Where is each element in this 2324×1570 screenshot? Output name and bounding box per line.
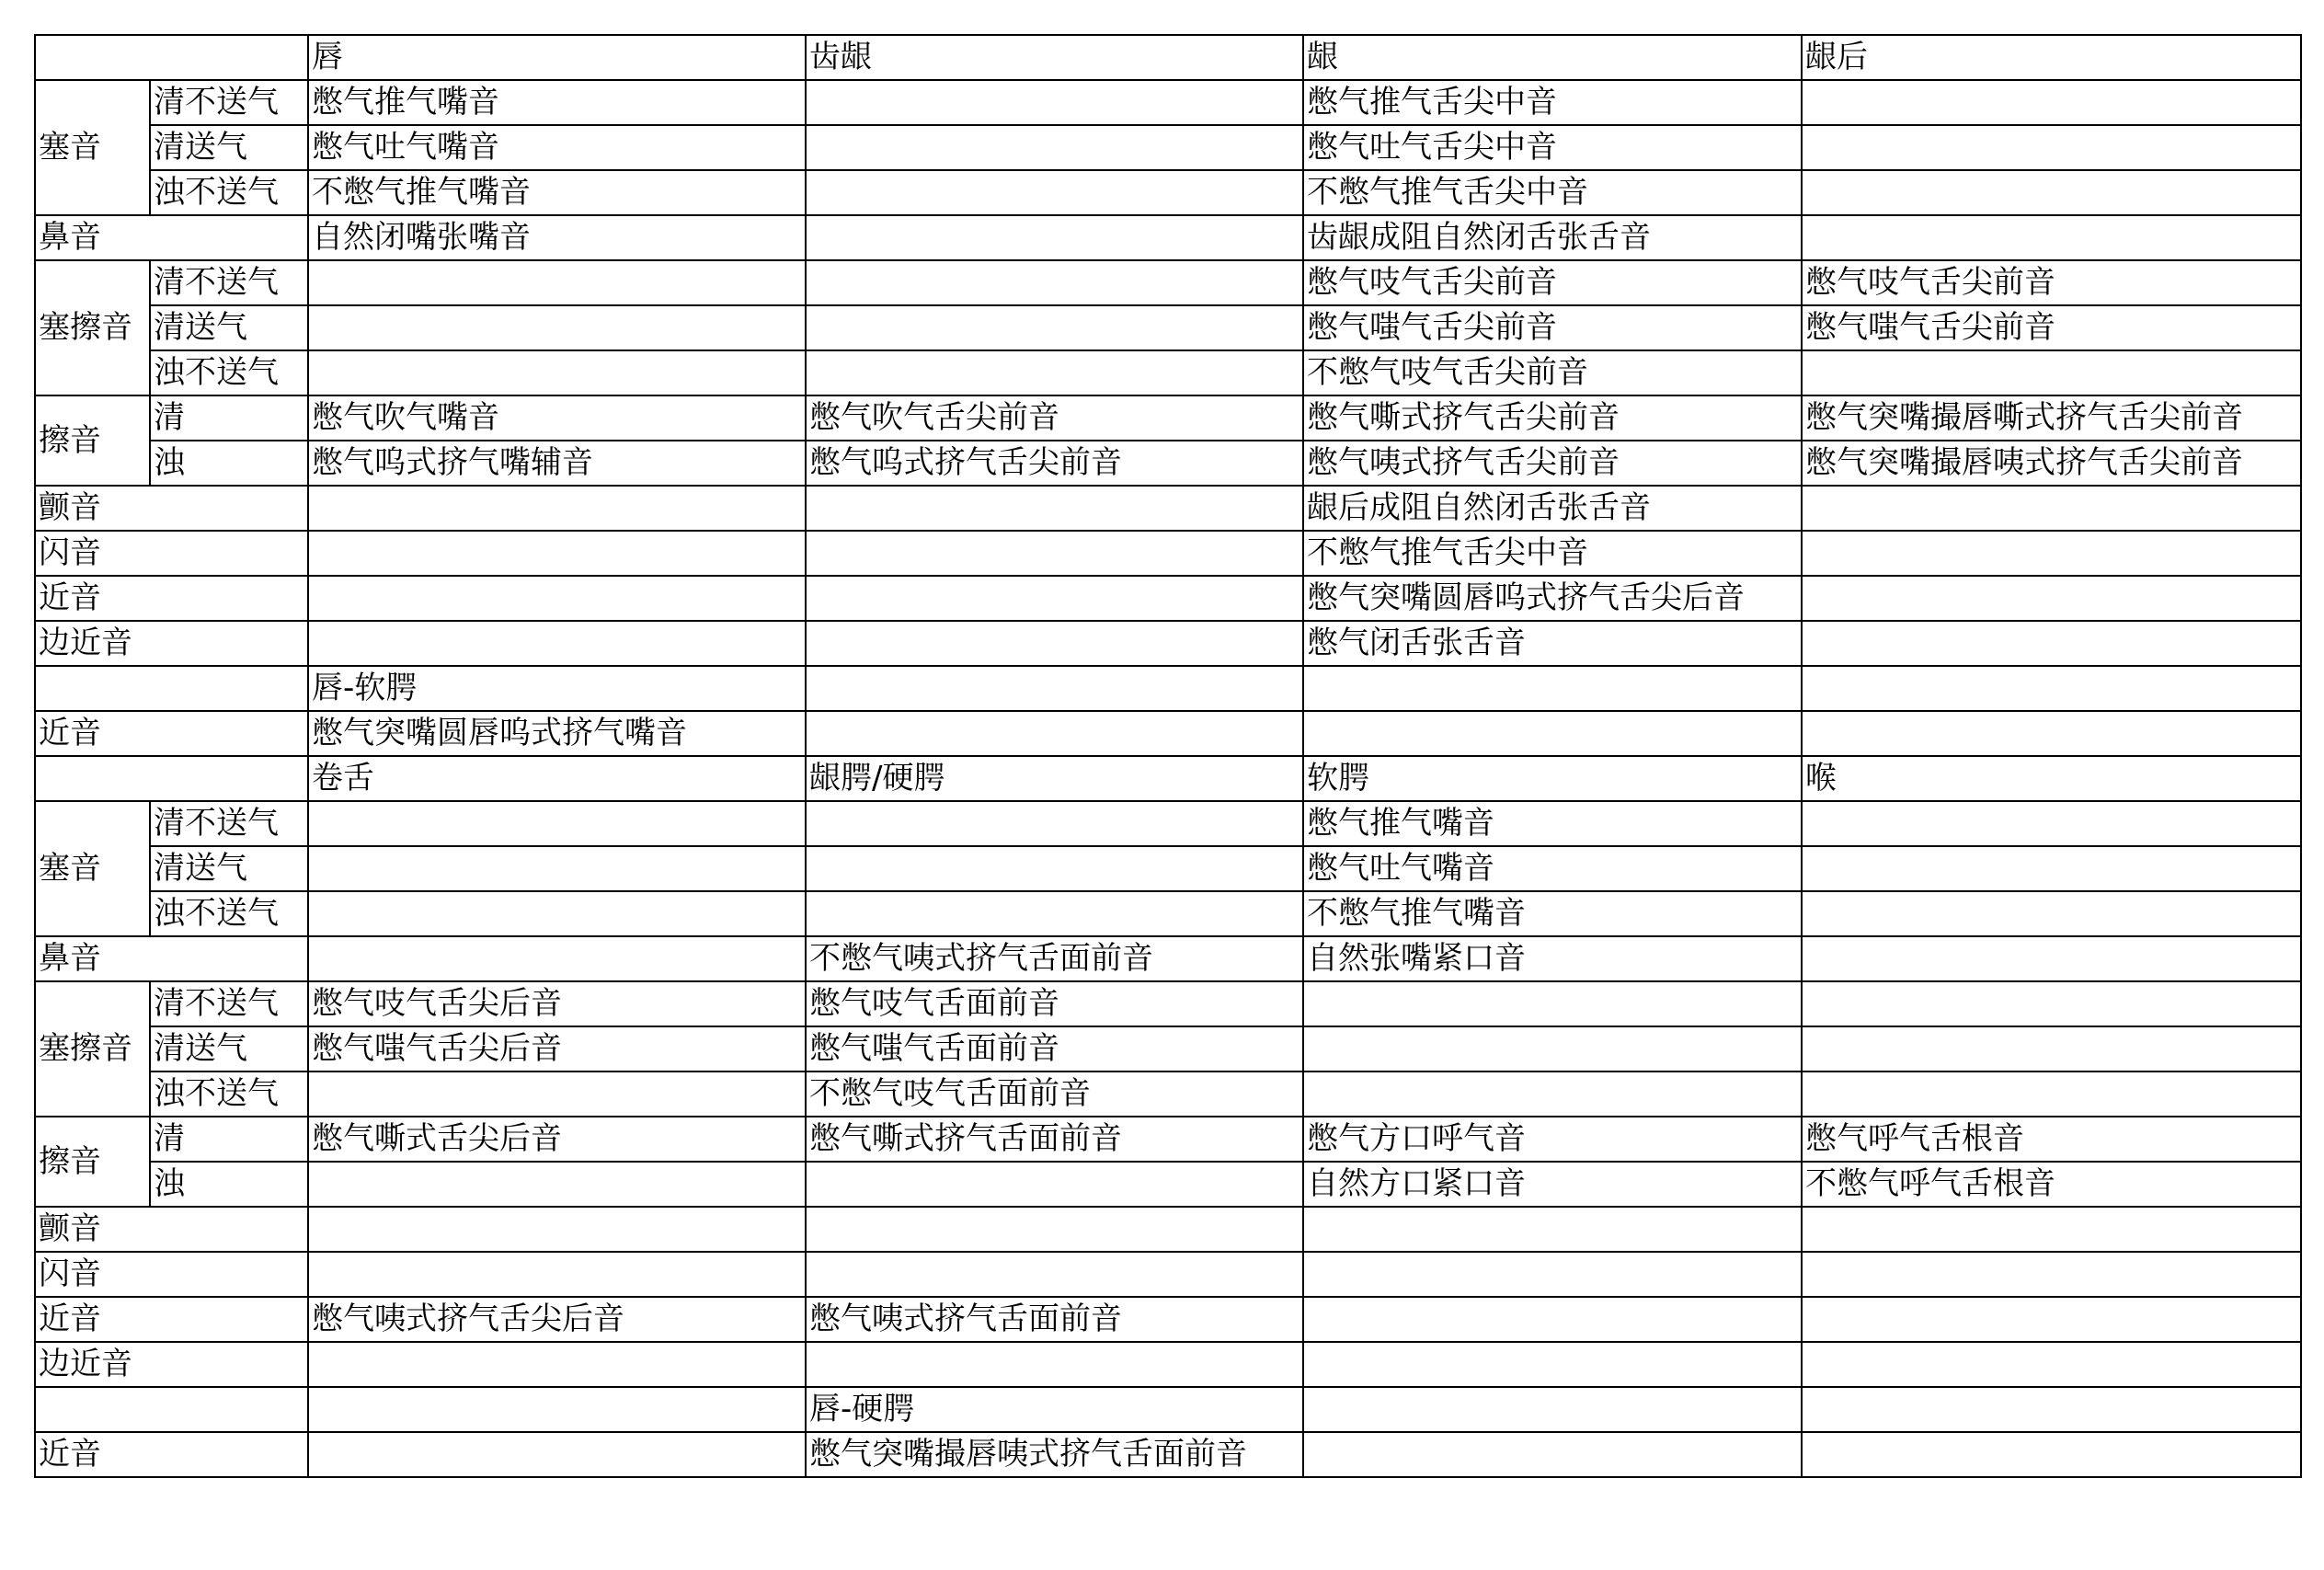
table-row: [35, 1207, 2301, 1252]
articulation-cell: 自然闭嘴张嘴音: [308, 215, 806, 260]
articulation-cell: 憋气呜式挤气嘴辅音: [308, 441, 806, 486]
articulation-cell: [1802, 666, 2301, 711]
articulation-cell: 憋气突嘴撮唇嘶式挤气舌尖前音: [1802, 395, 2301, 441]
articulation-cell: [308, 576, 806, 621]
table-row: [35, 981, 2301, 1026]
articulation-cell: [806, 170, 1303, 215]
manner-label: 边近音: [35, 621, 308, 666]
articulation-cell: [806, 891, 1303, 936]
articulation-cell: [308, 260, 806, 305]
articulation-cell: 自然方口紧口音: [1303, 1162, 1802, 1207]
manner-label: 边近音: [35, 1342, 308, 1387]
articulation-cell: 憋气吱气舌面前音: [806, 981, 1303, 1026]
articulation-cell: [308, 1252, 806, 1297]
table-row: [35, 260, 2301, 305]
articulation-cell: [308, 1207, 806, 1252]
articulation-cell: 憋气突嘴圆唇呜式挤气舌尖后音: [1303, 576, 1802, 621]
articulation-cell: [806, 621, 1303, 666]
articulation-cell: [308, 1071, 806, 1117]
table-row: [35, 891, 2301, 936]
articulation-cell: 不憋气推气舌尖中音: [1303, 170, 1802, 215]
manner-label: 擦音: [35, 1117, 150, 1207]
table-row: [35, 1162, 2301, 1207]
table-body: [35, 35, 2301, 1477]
articulation-cell: [308, 1432, 806, 1477]
articulation-cell: 憋气推气舌尖中音: [1303, 80, 1802, 125]
articulation-cell: 憋气吐气嘴音: [1303, 846, 1802, 891]
manner-label: 擦音: [35, 395, 150, 486]
articulation-cell: [308, 486, 806, 531]
articulation-cell: [806, 576, 1303, 621]
voicing-label: 清不送气: [150, 80, 308, 125]
articulation-cell: [806, 801, 1303, 846]
column-header: [35, 35, 308, 80]
articulation-cell: [806, 1207, 1303, 1252]
articulation-cell: 憋气突嘴撮唇咦式挤气舌面前音: [806, 1432, 1303, 1477]
articulation-cell: 憋气吐气舌尖中音: [1303, 125, 1802, 170]
table-row: [35, 80, 2301, 125]
voicing-label: 浊: [150, 441, 308, 486]
voicing-label: 浊: [150, 1162, 308, 1207]
articulation-cell: 憋气闭舌张舌音: [1303, 621, 1802, 666]
articulation-cell: 憋气呼气舌根音: [1802, 1117, 2301, 1162]
table-row: [35, 1387, 2301, 1432]
articulation-cell: [806, 711, 1303, 756]
articulation-cell: [806, 125, 1303, 170]
articulation-cell: 憋气推气嘴音: [1303, 801, 1802, 846]
table-row: [35, 1297, 2301, 1342]
voicing-label: 浊不送气: [150, 1071, 308, 1117]
articulation-cell: [1802, 576, 2301, 621]
articulation-cell: [806, 350, 1303, 395]
articulation-cell: [1802, 531, 2301, 576]
articulation-cell: 憋气吹气舌尖前音: [806, 395, 1303, 441]
articulation-cell: [806, 1342, 1303, 1387]
articulation-cell: [1802, 1297, 2301, 1342]
table-row: [35, 395, 2301, 441]
articulation-cell: 憋气嗤气舌尖前音: [1303, 305, 1802, 350]
articulation-cell: [308, 1342, 806, 1387]
articulation-cell: 憋气嘶式舌尖后音: [308, 1117, 806, 1162]
manner-label: 鼻音: [35, 215, 308, 260]
table-row: [35, 801, 2301, 846]
articulation-cell: [1802, 80, 2301, 125]
column-header: 喉: [1802, 756, 2301, 801]
articulation-cell: [1802, 1252, 2301, 1297]
manner-label: 塞音: [35, 80, 150, 215]
articulation-cell: [308, 936, 806, 981]
manner-label: 塞擦音: [35, 981, 150, 1117]
articulation-cell: [806, 80, 1303, 125]
column-header: 龈后: [1802, 35, 2301, 80]
column-header: 龈腭/硬腭: [806, 756, 1303, 801]
articulation-cell: 憋气突嘴圆唇呜式挤气嘴音: [308, 711, 806, 756]
articulation-cell: [308, 891, 806, 936]
column-header: 唇: [308, 35, 806, 80]
column-header: 齿龈: [806, 35, 1303, 80]
table-row: [35, 1432, 2301, 1477]
articulation-cell: [1303, 1432, 1802, 1477]
articulation-cell: 憋气吐气嘴音: [308, 125, 806, 170]
articulation-cell: 憋气嘶式挤气舌面前音: [806, 1117, 1303, 1162]
articulation-cell: [806, 1252, 1303, 1297]
consonant-articulation-table: [34, 34, 2302, 1478]
articulation-cell: [1303, 1026, 1802, 1071]
column-header: 软腭: [1303, 756, 1802, 801]
articulation-cell: [1802, 1026, 2301, 1071]
articulation-cell: 唇-硬腭: [806, 1387, 1303, 1432]
manner-label: 闪音: [35, 531, 308, 576]
table-row: [35, 711, 2301, 756]
manner-label: 鼻音: [35, 936, 308, 981]
articulation-cell: [1303, 1207, 1802, 1252]
column-header: 卷舌: [308, 756, 806, 801]
voicing-label: 清: [150, 1117, 308, 1162]
articulation-cell: [1802, 1342, 2301, 1387]
articulation-cell: 憋气咦式挤气舌尖后音: [308, 1297, 806, 1342]
manner-label: [35, 1387, 308, 1432]
manner-label: 近音: [35, 1432, 308, 1477]
header-row: [35, 35, 2301, 80]
articulation-cell: [308, 1387, 806, 1432]
articulation-cell: [806, 305, 1303, 350]
manner-label: 闪音: [35, 1252, 308, 1297]
table-row: [35, 170, 2301, 215]
articulation-cell: [308, 846, 806, 891]
articulation-cell: 不憋气呼气舌根音: [1802, 1162, 2301, 1207]
table-row: [35, 1117, 2301, 1162]
articulation-cell: 憋气嗤气舌面前音: [806, 1026, 1303, 1071]
articulation-cell: 憋气方口呼气音: [1303, 1117, 1802, 1162]
manner-label: 近音: [35, 576, 308, 621]
table-row: [35, 1071, 2301, 1117]
column-header: 龈: [1303, 35, 1802, 80]
voicing-label: 浊不送气: [150, 170, 308, 215]
table-row: [35, 1342, 2301, 1387]
articulation-cell: [1802, 1387, 2301, 1432]
articulation-cell: [806, 215, 1303, 260]
articulation-cell: 不憋气推气嘴音: [308, 170, 806, 215]
voicing-label: 清送气: [150, 125, 308, 170]
articulation-cell: 憋气呜式挤气舌尖前音: [806, 441, 1303, 486]
table-row: [35, 486, 2301, 531]
manner-label: 近音: [35, 711, 308, 756]
articulation-cell: [308, 1162, 806, 1207]
voicing-label: 清不送气: [150, 981, 308, 1026]
table-row: [35, 576, 2301, 621]
manner-label: 近音: [35, 1297, 308, 1342]
manner-label: 塞音: [35, 801, 150, 936]
articulation-cell: [308, 350, 806, 395]
voicing-label: 清不送气: [150, 801, 308, 846]
articulation-cell: [1802, 891, 2301, 936]
articulation-cell: [806, 260, 1303, 305]
table-row: [35, 666, 2301, 711]
table-row: [35, 531, 2301, 576]
articulation-cell: [806, 846, 1303, 891]
articulation-cell: [1303, 1387, 1802, 1432]
table-row: [35, 1252, 2301, 1297]
table-row: [35, 441, 2301, 486]
articulation-cell: 憋气吱气舌尖前音: [1303, 260, 1802, 305]
voicing-label: 清送气: [150, 1026, 308, 1071]
voicing-label: 清送气: [150, 846, 308, 891]
articulation-cell: [806, 1162, 1303, 1207]
articulation-cell: 龈后成阻自然闭舌张舌音: [1303, 486, 1802, 531]
articulation-cell: 自然张嘴紧口音: [1303, 936, 1802, 981]
articulation-cell: [1802, 486, 2301, 531]
articulation-cell: 憋气吹气嘴音: [308, 395, 806, 441]
articulation-cell: 憋气吱气舌尖后音: [308, 981, 806, 1026]
articulation-cell: [1303, 981, 1802, 1026]
articulation-cell: [308, 531, 806, 576]
table-row: [35, 621, 2301, 666]
articulation-cell: [1802, 711, 2301, 756]
manner-label: 塞擦音: [35, 260, 150, 395]
articulation-cell: [1802, 1432, 2301, 1477]
articulation-cell: [806, 531, 1303, 576]
articulation-cell: 憋气嗤气舌尖前音: [1802, 305, 2301, 350]
table-row: [35, 350, 2301, 395]
articulation-cell: 憋气嗤气舌尖后音: [308, 1026, 806, 1071]
articulation-cell: 憋气咦式挤气舌面前音: [806, 1297, 1303, 1342]
articulation-cell: [1802, 621, 2301, 666]
articulation-cell: 不憋气吱气舌面前音: [806, 1071, 1303, 1117]
articulation-cell: 憋气嘶式挤气舌尖前音: [1303, 395, 1802, 441]
table-row: [35, 305, 2301, 350]
articulation-cell: [308, 305, 806, 350]
table-row: [35, 1026, 2301, 1071]
manner-label: 颤音: [35, 486, 308, 531]
voicing-label: 浊不送气: [150, 350, 308, 395]
articulation-cell: [308, 801, 806, 846]
articulation-cell: [806, 666, 1303, 711]
table-row: [35, 215, 2301, 260]
articulation-cell: [1802, 1207, 2301, 1252]
manner-label: [35, 666, 308, 711]
header-row: [35, 756, 2301, 801]
articulation-cell: [1802, 801, 2301, 846]
articulation-cell: [1802, 981, 2301, 1026]
articulation-cell: [1802, 350, 2301, 395]
articulation-cell: [1802, 215, 2301, 260]
articulation-cell: 齿龈成阻自然闭舌张舌音: [1303, 215, 1802, 260]
articulation-cell: [1303, 1342, 1802, 1387]
manner-label: 颤音: [35, 1207, 308, 1252]
articulation-cell: 不憋气推气嘴音: [1303, 891, 1802, 936]
articulation-cell: [1802, 1071, 2301, 1117]
articulation-cell: 憋气突嘴撮唇咦式挤气舌尖前音: [1802, 441, 2301, 486]
articulation-cell: [1802, 846, 2301, 891]
table-row: [35, 936, 2301, 981]
articulation-cell: [806, 486, 1303, 531]
articulation-cell: 憋气吱气舌尖前音: [1802, 260, 2301, 305]
table-row: [35, 125, 2301, 170]
articulation-cell: [308, 621, 806, 666]
articulation-cell: [1303, 1071, 1802, 1117]
voicing-label: 清不送气: [150, 260, 308, 305]
table-row: [35, 846, 2301, 891]
articulation-cell: [1303, 1252, 1802, 1297]
articulation-cell: [1802, 125, 2301, 170]
articulation-cell: [1303, 1297, 1802, 1342]
articulation-cell: [1303, 666, 1802, 711]
voicing-label: 清送气: [150, 305, 308, 350]
voicing-label: 浊不送气: [150, 891, 308, 936]
articulation-cell: 憋气咦式挤气舌尖前音: [1303, 441, 1802, 486]
voicing-label: 清: [150, 395, 308, 441]
articulation-cell: [1802, 936, 2301, 981]
articulation-cell: [1303, 711, 1802, 756]
articulation-cell: 憋气推气嘴音: [308, 80, 806, 125]
articulation-cell: [1802, 170, 2301, 215]
articulation-cell: 不憋气推气舌尖中音: [1303, 531, 1802, 576]
articulation-cell: 不憋气吱气舌尖前音: [1303, 350, 1802, 395]
articulation-cell: 唇-软腭: [308, 666, 806, 711]
column-header: [35, 756, 308, 801]
articulation-cell: 不憋气咦式挤气舌面前音: [806, 936, 1303, 981]
